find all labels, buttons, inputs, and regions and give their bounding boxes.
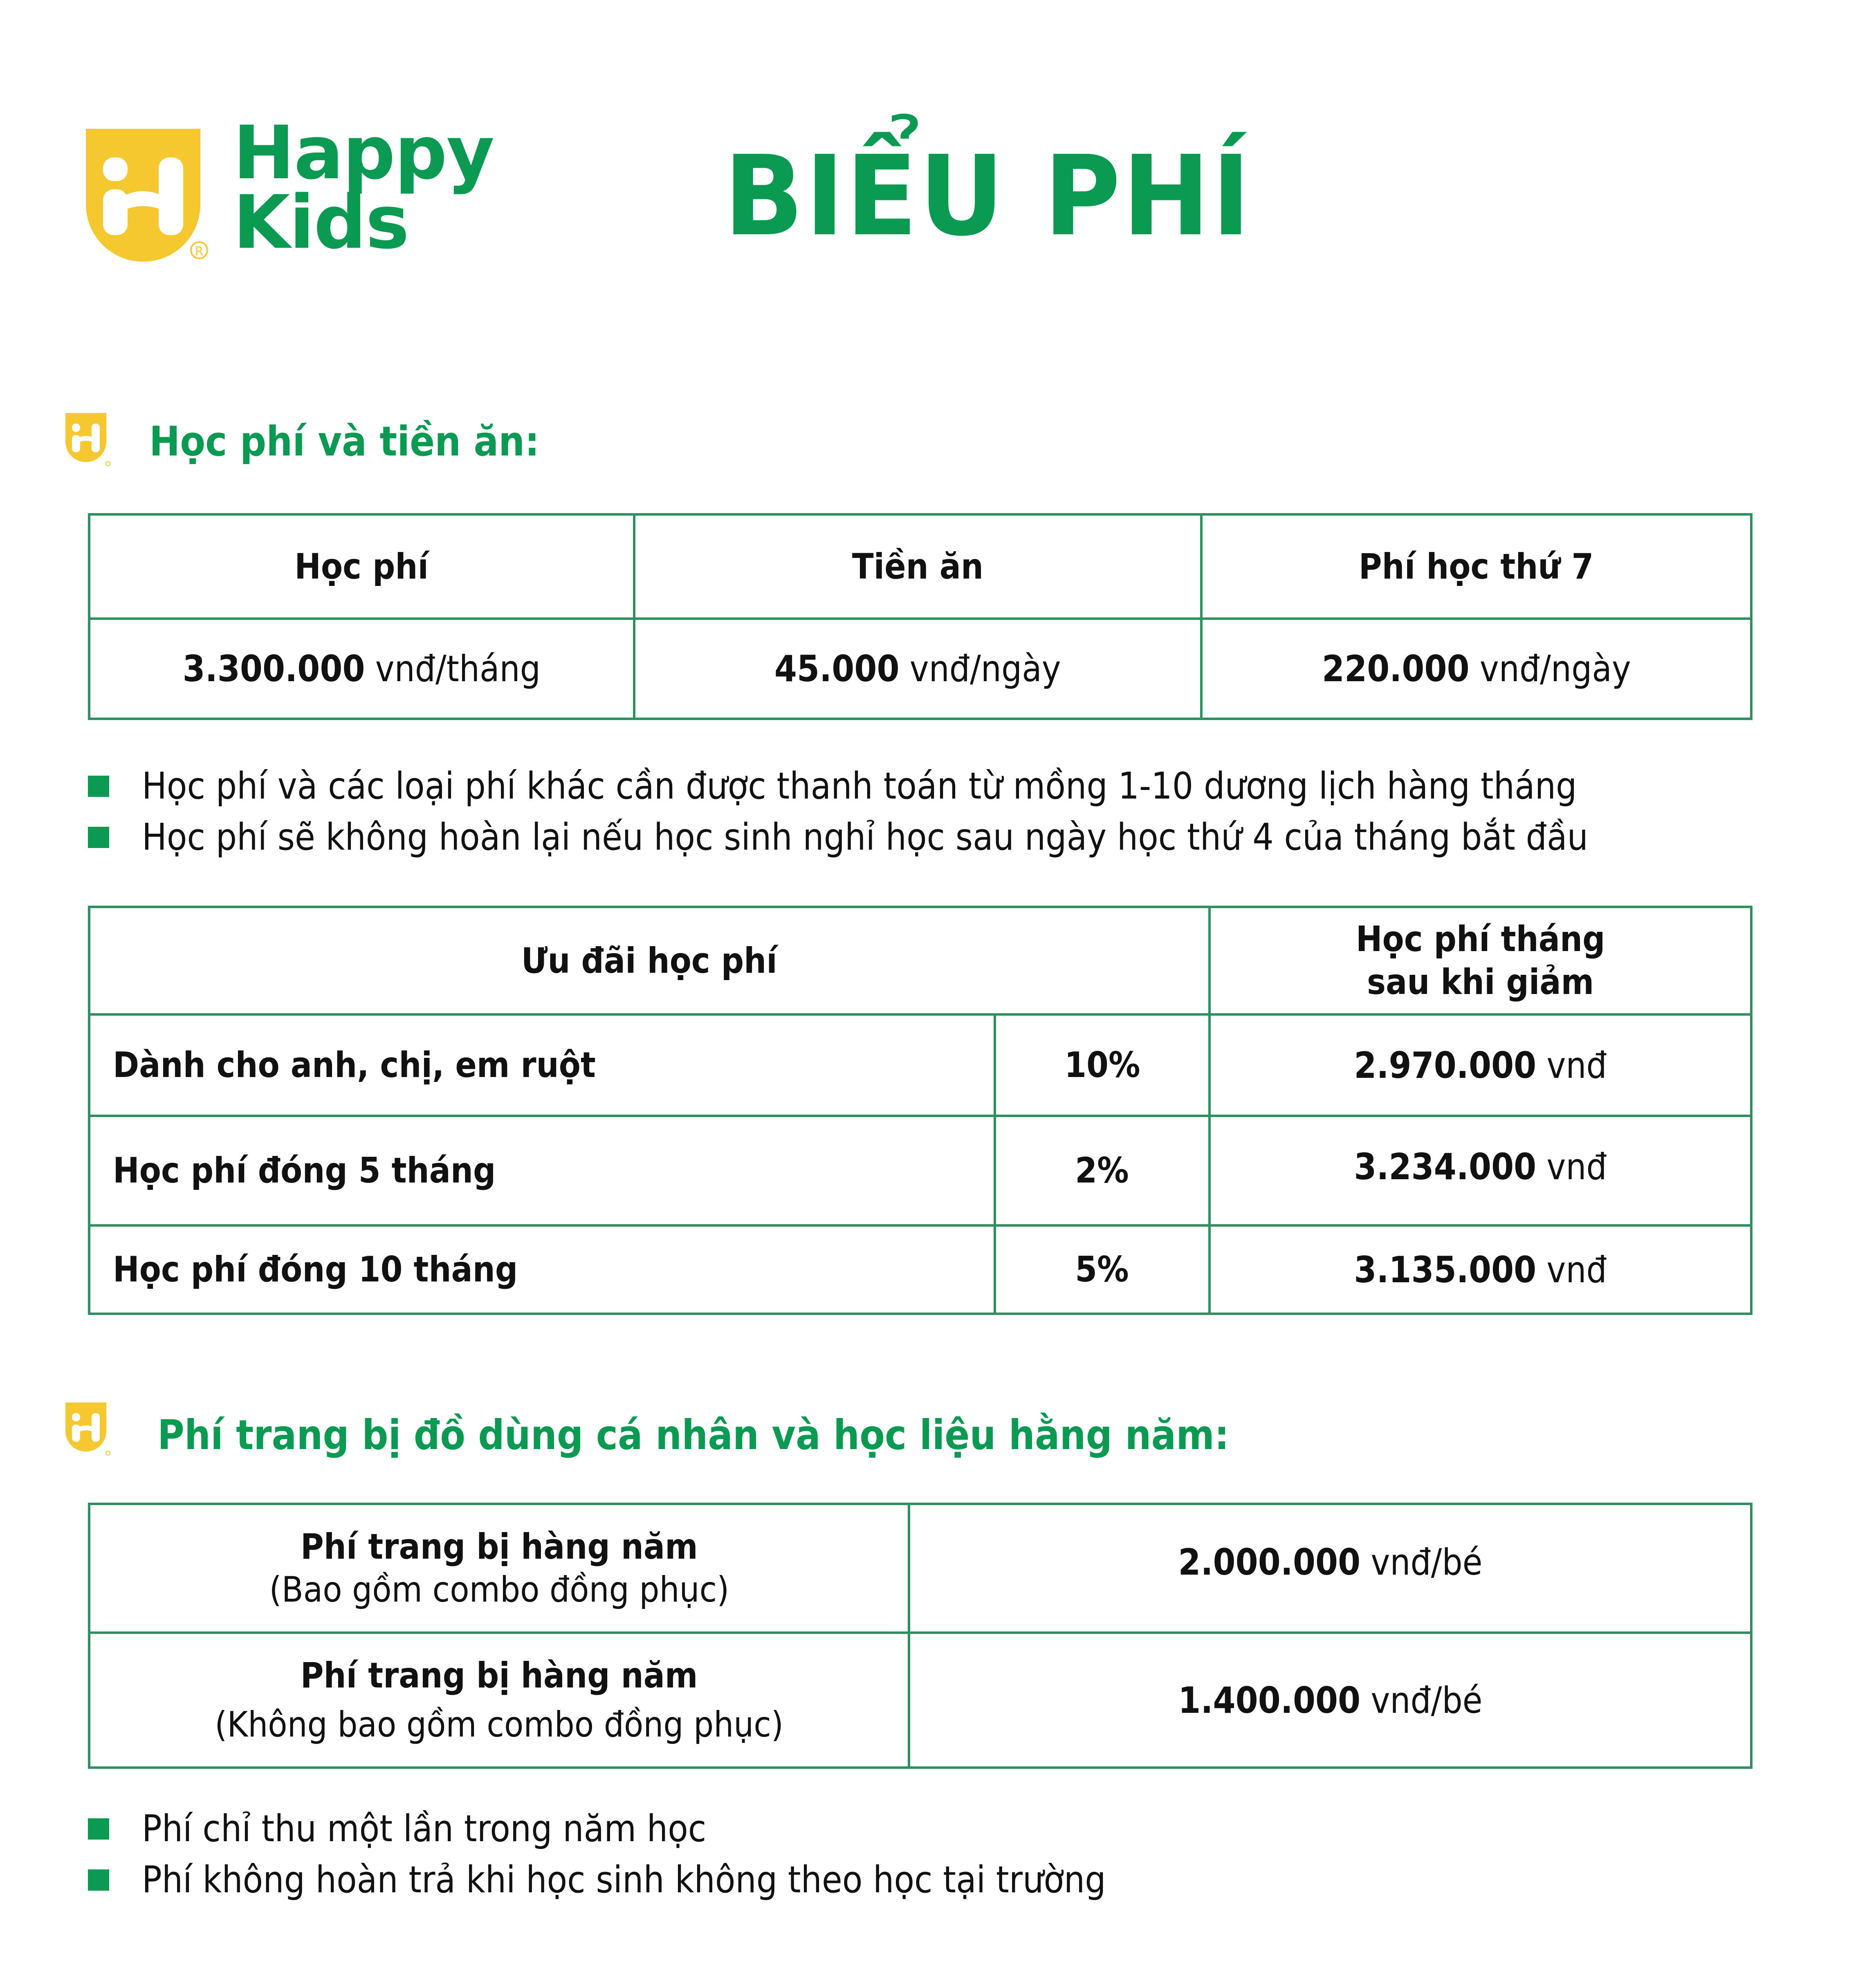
bullet-square-icon xyxy=(88,1818,109,1840)
note-text: Học phí sẽ không hoàn lại nếu học sinh nghỉ học sau ngày học thứ 4 của tháng bắt đầu xyxy=(142,816,1588,859)
discount-amount-cell xyxy=(1209,1116,1751,1225)
section1-icon xyxy=(65,413,110,468)
discount-amount-cell xyxy=(1209,1225,1751,1314)
equipment-label-cell xyxy=(89,1504,909,1633)
page-title: BIỂU PHÍ xyxy=(724,132,1252,260)
fees-header-cell xyxy=(634,514,1201,619)
registered-mark-icon: R xyxy=(190,241,208,259)
fees-header-cell xyxy=(1201,514,1751,619)
discount-header-left xyxy=(89,907,1209,1014)
brand-name-line1: Happy xyxy=(233,110,494,196)
equipment-sublabel: (Bao gồm combo đồng phục) xyxy=(269,1569,729,1610)
fee-unit: vnđ/ngày xyxy=(899,648,1061,690)
section2-heading: Phí trang bị đồ dùng cá nhân và học liệu hằng năm: xyxy=(157,1411,1230,1459)
discount-header-right xyxy=(1209,907,1751,1014)
discount-amount: 3.234.000 xyxy=(1354,1145,1537,1188)
note-item xyxy=(88,1858,1213,1901)
discount-row xyxy=(89,1014,1751,1116)
section1-heading: Học phí và tiền ăn: xyxy=(149,417,540,465)
fee-unit: vnđ/tháng xyxy=(365,648,541,690)
fees-header-cell xyxy=(89,514,634,619)
fee-unit: vnđ/ngày xyxy=(1469,648,1631,690)
discount-percent-cell xyxy=(995,1116,1209,1225)
note-text: Phí chỉ thu một lần trong năm học xyxy=(142,1807,707,1850)
equipment-amount-cell xyxy=(909,1633,1751,1768)
brand-name xyxy=(233,110,494,265)
fee-amount: 220.000 xyxy=(1322,648,1470,690)
header-tien-an: Tiền ăn xyxy=(852,546,984,587)
discount-percent: 10% xyxy=(1064,1045,1140,1086)
equipment-row xyxy=(89,1633,1751,1768)
fees-header-row xyxy=(89,514,1751,619)
discount-row xyxy=(89,1116,1751,1225)
bullet-square-icon xyxy=(88,827,109,848)
section2-icon xyxy=(65,1402,110,1457)
note-text: Phí không hoàn trả khi học sinh không theo học tại trường xyxy=(142,1858,1106,1901)
equipment-label: Phí trang bị hàng năm xyxy=(300,1526,698,1567)
note-text: Học phí và các loại phí khác cần được thanh toán từ mồng 1-10 dương lịch hàng tháng xyxy=(142,765,1577,808)
fee-amount: 3.300.000 xyxy=(182,648,365,690)
discount-unit: vnđ xyxy=(1536,1145,1607,1188)
discount-label: Dành cho anh, chị, em ruột xyxy=(113,1045,596,1086)
note-item xyxy=(88,765,1736,808)
brand-name-line2: Kids xyxy=(233,180,409,265)
discount-row xyxy=(89,1225,1751,1314)
note-item xyxy=(88,816,1749,859)
equipment-amount: 2.000.000 xyxy=(1178,1541,1360,1583)
equipment-label: Phí trang bị hàng năm xyxy=(300,1655,698,1696)
equipment-table xyxy=(88,1503,1753,1769)
header-sau-khi-giam: sau khi giảm xyxy=(1367,961,1594,1003)
fees-value-cell xyxy=(1201,619,1751,719)
happy-kids-logo-icon xyxy=(86,129,200,262)
header-phi-hoc-thu-7: Phí học thứ 7 xyxy=(1359,546,1594,587)
discount-unit: vnđ xyxy=(1536,1044,1607,1086)
discount-unit: vnđ xyxy=(1536,1248,1607,1291)
discount-amount-cell xyxy=(1209,1014,1751,1116)
equipment-unit: vnđ/bé xyxy=(1360,1541,1483,1583)
equipment-sublabel: (Không bao gồm combo đồng phục) xyxy=(215,1704,783,1745)
equipment-label-cell xyxy=(89,1633,909,1768)
discount-percent: 5% xyxy=(1075,1249,1129,1290)
discount-label-cell xyxy=(89,1116,995,1225)
discount-label: Học phí đóng 10 tháng xyxy=(113,1249,518,1290)
bullet-square-icon xyxy=(88,1869,109,1891)
discount-amount: 2.970.000 xyxy=(1354,1044,1537,1086)
discount-amount: 3.135.000 xyxy=(1354,1248,1537,1291)
equipment-unit: vnđ/bé xyxy=(1360,1679,1483,1721)
discount-percent: 2% xyxy=(1075,1150,1129,1191)
bullet-square-icon xyxy=(88,776,109,797)
equipment-amount: 1.400.000 xyxy=(1178,1679,1360,1721)
equipment-amount-cell xyxy=(909,1504,1751,1633)
discount-label: Học phí đóng 5 tháng xyxy=(113,1150,496,1191)
discount-percent-cell xyxy=(995,1014,1209,1116)
fees-table xyxy=(88,513,1753,720)
discount-label-cell xyxy=(89,1014,995,1116)
discount-percent-cell xyxy=(995,1225,1209,1314)
note-item xyxy=(88,1807,769,1850)
fees-value-row xyxy=(89,619,1751,719)
header-hoc-phi-thang: Học phí tháng xyxy=(1355,918,1605,960)
equipment-row xyxy=(89,1504,1751,1633)
header-hoc-phi: Học phí xyxy=(294,546,429,587)
fees-value-cell xyxy=(634,619,1201,719)
discount-label-cell xyxy=(89,1225,995,1314)
fees-value-cell xyxy=(89,619,634,719)
header-uu-dai-hoc-phi: Ưu đãi học phí xyxy=(521,940,777,981)
discount-table xyxy=(88,906,1753,1315)
discount-header-row xyxy=(89,907,1751,1014)
fee-amount: 45.000 xyxy=(774,648,900,690)
